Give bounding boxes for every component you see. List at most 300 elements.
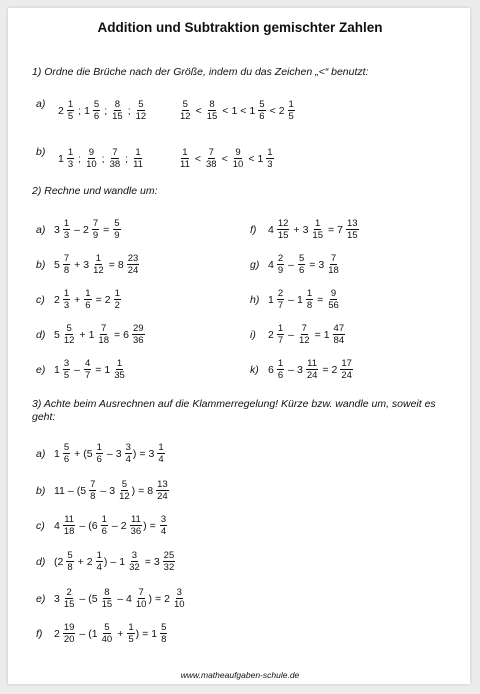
denominator: 6 bbox=[93, 111, 100, 122]
mixed-number bbox=[154, 550, 176, 573]
fraction-stack bbox=[135, 587, 148, 610]
fraction-stack bbox=[101, 622, 114, 645]
fraction-stack bbox=[288, 99, 295, 122]
whole-part: 1 bbox=[54, 363, 60, 376]
fraction bbox=[204, 147, 219, 170]
operator: < bbox=[269, 104, 276, 117]
numerator: 1 bbox=[116, 358, 123, 369]
exercise-label: d) bbox=[36, 328, 46, 341]
fraction-stack bbox=[92, 218, 99, 241]
numerator: 1 bbox=[96, 442, 102, 453]
mixed-number bbox=[121, 514, 143, 537]
denominator: 20 bbox=[63, 634, 75, 645]
whole-part: 1 bbox=[323, 328, 330, 341]
operator: = bbox=[322, 363, 329, 376]
whole-part: 4 bbox=[268, 223, 274, 236]
term: ) bbox=[143, 519, 147, 532]
whole-part: 2 bbox=[164, 592, 170, 605]
denominator: 24 bbox=[157, 491, 168, 502]
operator: – bbox=[79, 627, 86, 640]
denominator: 18 bbox=[98, 335, 109, 346]
operator: – bbox=[117, 592, 124, 605]
denominator: 5 bbox=[67, 111, 74, 122]
term: ) bbox=[135, 627, 140, 640]
fraction bbox=[159, 514, 168, 537]
whole-part: 1 bbox=[58, 152, 64, 165]
exercise-label: b) bbox=[36, 258, 46, 271]
numerator: 5 bbox=[114, 218, 120, 229]
term: 1 bbox=[231, 104, 238, 117]
mixed-number bbox=[116, 442, 133, 465]
numerator: 7 bbox=[330, 253, 337, 264]
mixed-number bbox=[297, 288, 314, 311]
fraction-stack bbox=[63, 323, 76, 346]
operator: < bbox=[248, 152, 255, 165]
website-footer: www.matheaufgaben-schule.de bbox=[180, 670, 300, 680]
denominator: 38 bbox=[109, 159, 121, 170]
numerator: 11 bbox=[130, 514, 141, 525]
numerator: 7 bbox=[301, 323, 307, 334]
denominator: 12 bbox=[119, 491, 130, 502]
fraction-stack bbox=[85, 147, 98, 170]
numerator: 5 bbox=[66, 323, 72, 334]
denominator: 15 bbox=[101, 599, 113, 610]
whole-part: 5 bbox=[80, 484, 87, 497]
fraction-stack bbox=[179, 147, 191, 170]
exercise-label: a) bbox=[36, 223, 46, 236]
numerator: 17 bbox=[341, 358, 352, 369]
denominator: 3 bbox=[67, 159, 74, 170]
mixed-number bbox=[83, 218, 100, 241]
denominator: 6 bbox=[101, 526, 107, 537]
term: ( bbox=[54, 555, 58, 568]
section1-heading: 1) Ordne die Brüche nach der Größe, indem du das Zeichen „<“ benutzt: bbox=[32, 66, 369, 78]
numerator: 25 bbox=[163, 550, 175, 561]
mixed-number bbox=[332, 358, 354, 381]
numerator: 9 bbox=[235, 147, 241, 158]
numerator: 19 bbox=[63, 622, 75, 633]
whole-part: 6 bbox=[268, 363, 274, 376]
denominator: 12 bbox=[135, 111, 147, 122]
term: ( bbox=[83, 447, 87, 460]
fraction-stack bbox=[96, 442, 103, 465]
exercise-expression bbox=[268, 288, 341, 311]
mixed-number bbox=[54, 218, 71, 241]
s1-item-a-right bbox=[178, 99, 296, 122]
fraction-stack bbox=[327, 288, 340, 311]
fraction-stack bbox=[340, 358, 353, 381]
exercise-expression bbox=[268, 358, 354, 381]
numerator: 1 bbox=[277, 323, 284, 334]
numerator: 2 bbox=[66, 587, 72, 598]
exercise-expression bbox=[54, 479, 170, 502]
operator: = bbox=[95, 293, 102, 306]
mixed-number bbox=[89, 323, 111, 346]
mixed-number bbox=[119, 550, 141, 573]
operator: – bbox=[79, 519, 86, 532]
whole-part: 1 bbox=[268, 293, 274, 306]
s2-right-item-1 bbox=[250, 253, 341, 276]
operator: – bbox=[288, 293, 294, 306]
mixed-number bbox=[87, 550, 104, 573]
exercise-expression bbox=[54, 323, 146, 346]
denominator: 7 bbox=[277, 300, 284, 311]
mixed-number bbox=[257, 147, 274, 170]
mixed-number bbox=[149, 442, 166, 465]
operator: = bbox=[154, 592, 162, 605]
exercise-label: f) bbox=[250, 223, 257, 236]
whole-part: 3 bbox=[54, 592, 60, 605]
operator: < bbox=[221, 152, 228, 165]
s3-item-1 bbox=[36, 479, 170, 502]
denominator: 18 bbox=[328, 265, 339, 276]
operator: < bbox=[194, 152, 202, 165]
numerator: 1 bbox=[182, 147, 188, 158]
whole-part: 3 bbox=[83, 258, 90, 271]
numerator: 1 bbox=[277, 358, 284, 369]
numerator: 13 bbox=[346, 218, 358, 229]
denominator: 12 bbox=[93, 265, 104, 276]
mixed-number bbox=[92, 622, 114, 645]
fraction-stack bbox=[298, 253, 305, 276]
s2-right-item-4 bbox=[250, 358, 354, 381]
s1-item-b-label: b) bbox=[36, 146, 46, 158]
denominator: 4 bbox=[125, 454, 131, 465]
term: ) bbox=[148, 592, 152, 605]
denominator: 10 bbox=[86, 159, 97, 170]
term: ) bbox=[103, 555, 108, 568]
numerator: 13 bbox=[157, 479, 168, 490]
operator: = bbox=[149, 519, 156, 532]
numerator: 7 bbox=[208, 147, 214, 158]
fraction bbox=[83, 358, 92, 381]
fraction-stack bbox=[266, 147, 273, 170]
operator: < bbox=[240, 104, 247, 117]
fraction-stack bbox=[135, 99, 148, 122]
denominator: 24 bbox=[306, 370, 318, 381]
mixed-number bbox=[151, 622, 168, 645]
numerator: 1 bbox=[95, 253, 102, 264]
denominator: 9 bbox=[277, 265, 284, 276]
denominator: 6 bbox=[277, 370, 284, 381]
exercise-expression bbox=[54, 514, 168, 537]
mixed-number bbox=[279, 99, 296, 122]
mixed-number bbox=[303, 218, 325, 241]
whole-part: 6 bbox=[123, 328, 129, 341]
denominator: 35 bbox=[114, 370, 125, 381]
exercise-expression bbox=[268, 323, 346, 346]
denominator: 9 bbox=[92, 230, 99, 241]
whole-part: 3 bbox=[318, 258, 325, 271]
operator: ; bbox=[127, 104, 131, 117]
operator: ; bbox=[78, 104, 82, 117]
whole-part: 2 bbox=[58, 104, 64, 117]
whole-part: 2 bbox=[86, 555, 93, 568]
s1-item-a-label: a) bbox=[36, 98, 46, 110]
section2-heading: 2) Rechne und wandle um: bbox=[32, 185, 158, 197]
denominator: 40 bbox=[101, 634, 113, 645]
numerator: 1 bbox=[114, 288, 120, 299]
s2-right-item-0 bbox=[250, 218, 360, 241]
numerator: 4 bbox=[84, 358, 91, 369]
mixed-number bbox=[54, 253, 71, 276]
operator: + bbox=[79, 328, 86, 341]
whole-part: 2 bbox=[54, 627, 60, 640]
denominator: 15 bbox=[63, 599, 75, 610]
mixed-number bbox=[58, 550, 75, 573]
fraction-stack bbox=[179, 99, 192, 122]
whole-part: 5 bbox=[86, 447, 93, 460]
s2-right-item-3 bbox=[250, 323, 346, 346]
mixed-number bbox=[104, 358, 126, 381]
fraction bbox=[297, 323, 312, 346]
whole-part: 7 bbox=[337, 223, 343, 236]
fraction bbox=[178, 147, 192, 170]
numerator: 8 bbox=[114, 99, 121, 110]
fraction-stack bbox=[113, 358, 126, 381]
s1-item-b-left bbox=[58, 147, 145, 170]
operator: + bbox=[74, 258, 81, 271]
fraction-stack bbox=[97, 323, 110, 346]
operator: ; bbox=[125, 152, 129, 165]
fraction bbox=[326, 288, 341, 311]
numerator: 3 bbox=[131, 550, 138, 561]
s2-left-item-3 bbox=[36, 323, 146, 346]
whole-part: 2 bbox=[54, 293, 60, 306]
denominator: 10 bbox=[135, 599, 147, 610]
mixed-number bbox=[105, 288, 122, 311]
exercise-expression bbox=[54, 253, 140, 276]
mixed-number bbox=[324, 323, 346, 346]
operator: – bbox=[74, 363, 80, 376]
fraction-stack bbox=[206, 99, 219, 122]
whole-part: 1 bbox=[104, 363, 111, 376]
operator: = bbox=[139, 447, 146, 460]
numerator: 5 bbox=[93, 99, 100, 110]
exercise-label: b) bbox=[36, 484, 46, 497]
numerator: 8 bbox=[104, 587, 110, 598]
fraction-stack bbox=[258, 99, 265, 122]
fraction-stack bbox=[160, 514, 167, 537]
fraction-stack bbox=[63, 514, 76, 537]
numerator: 1 bbox=[85, 288, 91, 299]
mixed-number bbox=[92, 514, 109, 537]
operator: – bbox=[111, 519, 118, 532]
numerator: 1 bbox=[96, 550, 102, 561]
s1-item-a-left bbox=[58, 99, 148, 122]
whole-part: 4 bbox=[54, 519, 60, 532]
whole-part: 3 bbox=[148, 447, 155, 460]
fraction bbox=[178, 99, 193, 122]
denominator: 3 bbox=[63, 300, 70, 311]
fraction-stack bbox=[306, 288, 313, 311]
numerator: 1 bbox=[67, 147, 74, 158]
s1-item-b-right bbox=[178, 147, 275, 170]
denominator: 3 bbox=[267, 159, 273, 170]
mixed-number bbox=[54, 358, 71, 381]
term: ( bbox=[88, 627, 92, 640]
denominator: 6 bbox=[85, 300, 91, 311]
denominator: 7 bbox=[84, 370, 91, 381]
fraction bbox=[110, 99, 125, 122]
exercise-expression bbox=[54, 218, 122, 241]
operator: = bbox=[309, 258, 316, 271]
term: ) bbox=[131, 484, 136, 497]
denominator: 15 bbox=[112, 111, 123, 122]
exercise-label: a) bbox=[36, 447, 46, 460]
s2-right-item-2 bbox=[250, 288, 341, 311]
whole-part: 8 bbox=[117, 258, 124, 271]
whole-part: 8 bbox=[147, 484, 154, 497]
fraction-stack bbox=[66, 550, 73, 573]
fraction-stack bbox=[101, 514, 108, 537]
term: ( bbox=[88, 519, 92, 532]
whole-part: 1 bbox=[88, 328, 95, 341]
whole-part: 1 bbox=[54, 447, 60, 460]
fraction-stack bbox=[111, 99, 124, 122]
fraction-stack bbox=[118, 479, 131, 502]
numerator: 1 bbox=[128, 622, 134, 633]
fraction-stack bbox=[63, 442, 70, 465]
numerator: 7 bbox=[63, 253, 70, 264]
exercise-label: k) bbox=[250, 363, 259, 376]
fraction-stack bbox=[277, 218, 290, 241]
fraction-stack bbox=[63, 218, 70, 241]
term: 11 bbox=[54, 484, 65, 497]
exercise-expression bbox=[268, 253, 341, 276]
denominator: 9 bbox=[114, 230, 120, 241]
fraction-stack bbox=[173, 587, 186, 610]
whole-part: 1 bbox=[84, 104, 90, 117]
denominator: 15 bbox=[346, 230, 358, 241]
mixed-number bbox=[268, 358, 285, 381]
mixed-number bbox=[54, 622, 76, 645]
whole-part: 2 bbox=[278, 104, 285, 117]
numerator: 1 bbox=[63, 218, 70, 229]
numerator: 1 bbox=[306, 288, 313, 299]
denominator: 12 bbox=[298, 335, 310, 346]
fraction-stack bbox=[92, 253, 105, 276]
s3-item-5 bbox=[36, 622, 168, 645]
fraction-stack bbox=[132, 147, 144, 170]
fraction bbox=[108, 147, 123, 170]
fraction-stack bbox=[96, 550, 103, 573]
fraction bbox=[84, 147, 99, 170]
whole-part: 5 bbox=[91, 592, 98, 605]
numerator: 29 bbox=[132, 323, 144, 334]
denominator: 32 bbox=[163, 562, 175, 573]
numerator: 5 bbox=[161, 622, 167, 633]
exercise-expression bbox=[54, 622, 168, 645]
fraction-stack bbox=[298, 323, 311, 346]
fraction-stack bbox=[163, 550, 176, 573]
fraction-stack bbox=[277, 288, 284, 311]
mixed-number bbox=[80, 479, 97, 502]
numerator: 5 bbox=[259, 99, 265, 110]
denominator: 7 bbox=[277, 335, 284, 346]
numerator: 1 bbox=[101, 514, 107, 525]
denominator: 8 bbox=[67, 562, 73, 573]
denominator: 38 bbox=[206, 159, 217, 170]
operator: < bbox=[222, 104, 229, 117]
fraction-stack bbox=[277, 323, 284, 346]
s3-item-3 bbox=[36, 550, 176, 573]
whole-part: 2 bbox=[82, 223, 89, 236]
exercise-label: g) bbox=[250, 258, 260, 271]
fraction bbox=[297, 253, 306, 276]
denominator: 11 bbox=[133, 159, 143, 170]
operator: – bbox=[79, 592, 86, 605]
fraction-stack bbox=[327, 253, 340, 276]
mixed-number bbox=[337, 218, 359, 241]
page-title: Addition und Subtraktion gemischter Zahlen bbox=[97, 20, 383, 35]
fraction-stack bbox=[205, 147, 218, 170]
fraction-stack bbox=[157, 442, 164, 465]
operator: + bbox=[117, 627, 124, 640]
fraction bbox=[231, 147, 246, 170]
denominator: 84 bbox=[333, 335, 345, 346]
fraction-stack bbox=[63, 358, 70, 381]
whole-part: 3 bbox=[302, 223, 309, 236]
exercise-expression bbox=[54, 358, 127, 381]
s2-left-item-1 bbox=[36, 253, 140, 276]
numerator: 1 bbox=[135, 147, 141, 158]
mixed-number bbox=[54, 288, 71, 311]
operator: – bbox=[100, 484, 107, 497]
numerator: 3 bbox=[125, 442, 131, 453]
denominator: 5 bbox=[128, 634, 134, 645]
numerator: 9 bbox=[330, 288, 337, 299]
fraction-stack bbox=[89, 479, 96, 502]
operator: + bbox=[293, 223, 300, 236]
fraction-stack bbox=[277, 358, 284, 381]
numerator: 2 bbox=[277, 253, 284, 264]
fraction-stack bbox=[128, 550, 141, 573]
mixed-number bbox=[164, 587, 186, 610]
operator: + bbox=[77, 555, 84, 568]
fraction-stack bbox=[160, 622, 167, 645]
mixed-number bbox=[297, 358, 319, 381]
mixed-number bbox=[318, 253, 340, 276]
whole-part: 1 bbox=[249, 104, 256, 117]
term: ( bbox=[88, 592, 92, 605]
denominator: 36 bbox=[130, 526, 142, 537]
operator: + bbox=[74, 447, 81, 460]
fraction-stack bbox=[127, 253, 140, 276]
numerator: 7 bbox=[90, 479, 96, 490]
exercise-label: c) bbox=[36, 293, 45, 306]
numerator: 47 bbox=[333, 323, 345, 334]
numerator: 5 bbox=[182, 99, 188, 110]
denominator: 15 bbox=[206, 111, 218, 122]
exercise-expression bbox=[54, 288, 122, 311]
fraction-stack bbox=[127, 622, 134, 645]
fraction-stack bbox=[63, 288, 70, 311]
exercise-label: e) bbox=[36, 363, 46, 376]
whole-part: 5 bbox=[54, 328, 60, 341]
operator: = bbox=[314, 328, 321, 341]
operator: – bbox=[110, 555, 117, 568]
mixed-number bbox=[87, 442, 104, 465]
denominator: 36 bbox=[132, 335, 144, 346]
denominator: 24 bbox=[127, 265, 139, 276]
denominator: 32 bbox=[129, 562, 140, 573]
fraction-stack bbox=[67, 99, 74, 122]
mixed-number bbox=[109, 479, 131, 502]
numerator: 5 bbox=[121, 479, 128, 490]
numerator: 12 bbox=[277, 218, 289, 229]
denominator: 5 bbox=[288, 111, 294, 122]
